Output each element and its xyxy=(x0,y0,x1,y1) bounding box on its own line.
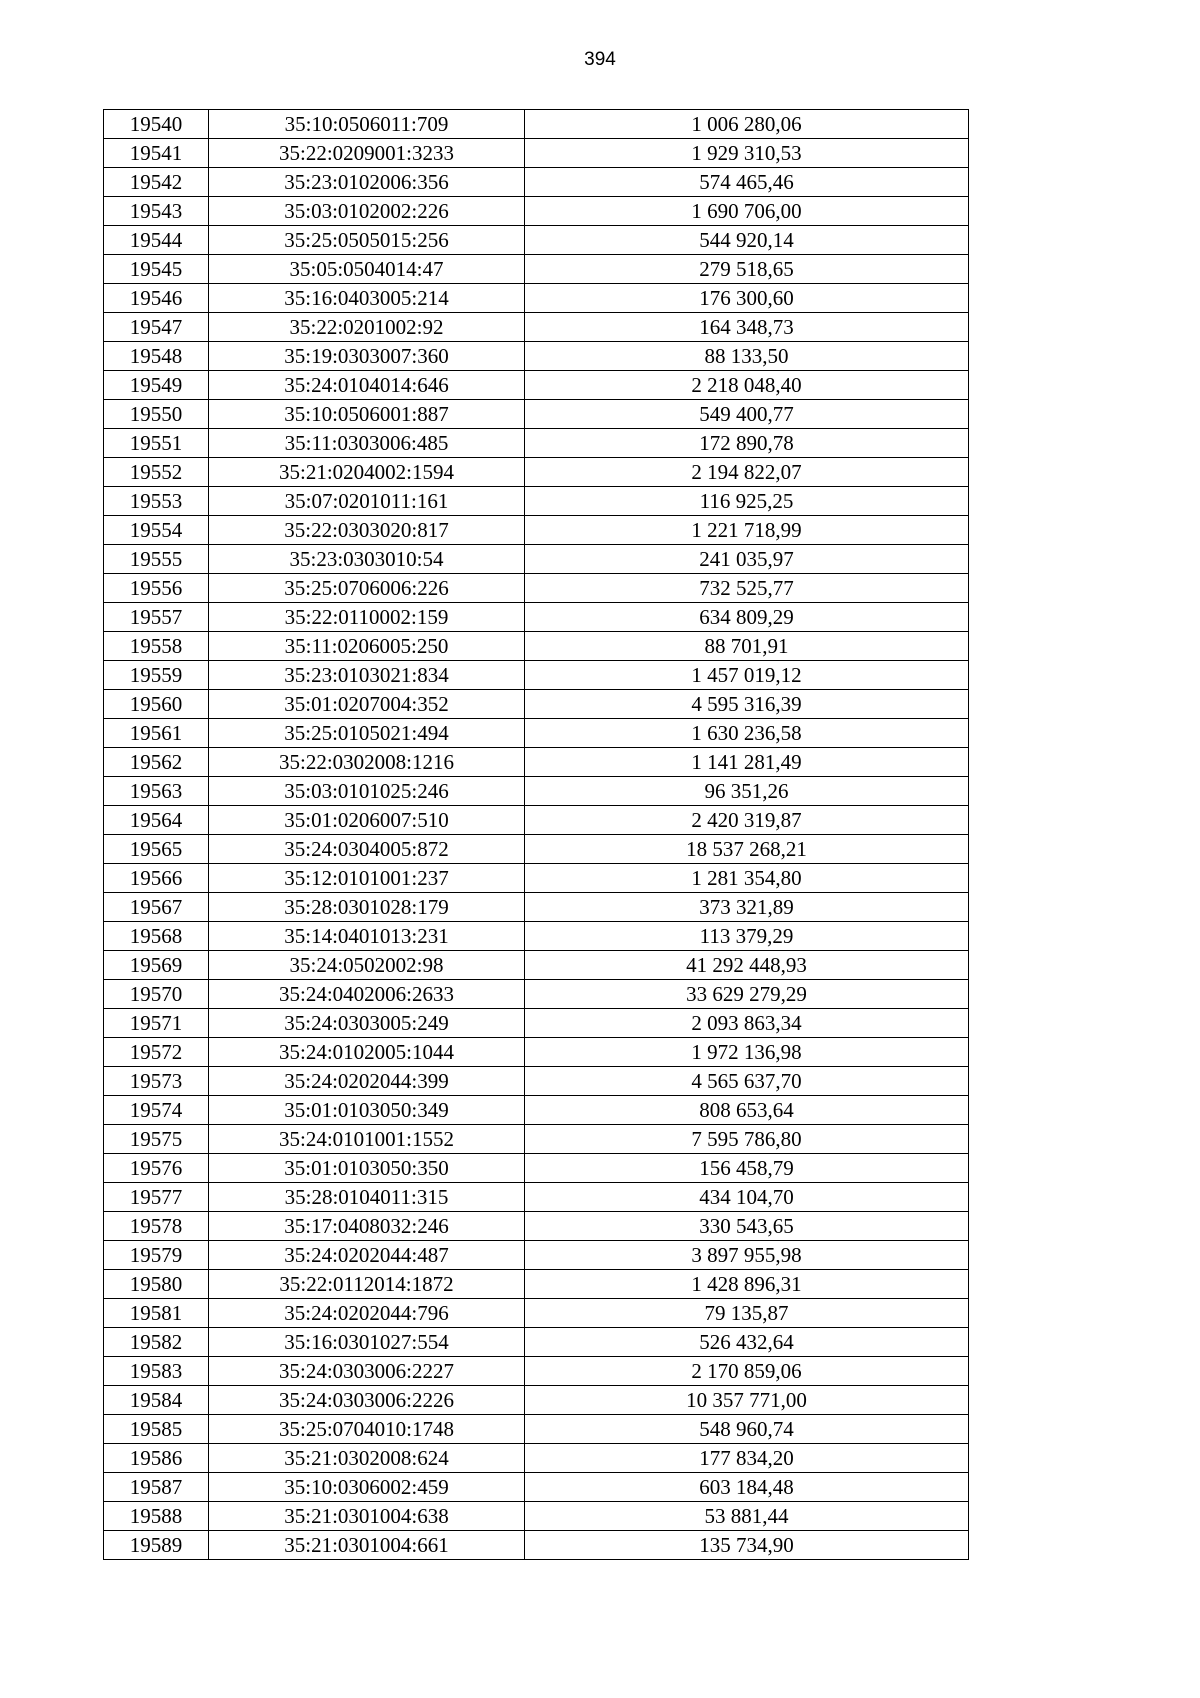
cadastral-number-cell: 35:24:0102005:1044 xyxy=(209,1038,525,1067)
table-row xyxy=(104,516,969,545)
cadastral-value-cell: 732 525,77 xyxy=(525,574,969,603)
cadastral-number-cell: 35:21:0301004:661 xyxy=(209,1531,525,1560)
row-number-cell: 19571 xyxy=(104,1009,209,1038)
row-number-cell: 19545 xyxy=(104,255,209,284)
table-row xyxy=(104,400,969,429)
table-row xyxy=(104,284,969,313)
row-number-cell: 19559 xyxy=(104,661,209,690)
cadastral-number-cell: 35:24:0502002:98 xyxy=(209,951,525,980)
row-number-cell: 19562 xyxy=(104,748,209,777)
table-row xyxy=(104,1328,969,1357)
row-number-cell: 19543 xyxy=(104,197,209,226)
cadastral-value-cell: 1 690 706,00 xyxy=(525,197,969,226)
table-row xyxy=(104,371,969,400)
row-number-cell: 19547 xyxy=(104,313,209,342)
table-row xyxy=(104,574,969,603)
row-number-cell: 19542 xyxy=(104,168,209,197)
table-row xyxy=(104,1444,969,1473)
cadastral-number-cell: 35:22:0209001:3233 xyxy=(209,139,525,168)
cadastral-number-cell: 35:24:0202044:399 xyxy=(209,1067,525,1096)
row-number-cell: 19548 xyxy=(104,342,209,371)
cadastral-number-cell: 35:23:0303010:54 xyxy=(209,545,525,574)
row-number-cell: 19567 xyxy=(104,893,209,922)
cadastral-value-cell: 164 348,73 xyxy=(525,313,969,342)
cadastral-value-cell: 603 184,48 xyxy=(525,1473,969,1502)
row-number-cell: 19560 xyxy=(104,690,209,719)
cadastral-number-cell: 35:01:0103050:350 xyxy=(209,1154,525,1183)
cadastral-number-cell: 35:07:0201011:161 xyxy=(209,487,525,516)
table-row xyxy=(104,168,969,197)
row-number-cell: 19589 xyxy=(104,1531,209,1560)
cadastral-value-cell: 1 281 354,80 xyxy=(525,864,969,893)
cadastral-number-cell: 35:10:0306002:459 xyxy=(209,1473,525,1502)
cadastral-number-cell: 35:10:0506011:709 xyxy=(209,110,525,139)
cadastral-value-cell: 33 629 279,29 xyxy=(525,980,969,1009)
table-row xyxy=(104,1154,969,1183)
cadastral-value-cell: 116 925,25 xyxy=(525,487,969,516)
cadastral-number-cell: 35:10:0506001:887 xyxy=(209,400,525,429)
cadastral-number-cell: 35:14:0401013:231 xyxy=(209,922,525,951)
cadastral-value-cell: 4 595 316,39 xyxy=(525,690,969,719)
cadastral-value-cell: 279 518,65 xyxy=(525,255,969,284)
cadastral-value-cell: 7 595 786,80 xyxy=(525,1125,969,1154)
cadastral-value-cell: 1 457 019,12 xyxy=(525,661,969,690)
cadastral-value-cell: 156 458,79 xyxy=(525,1154,969,1183)
table-row xyxy=(104,1415,969,1444)
table-row xyxy=(104,806,969,835)
cadastral-number-cell: 35:25:0505015:256 xyxy=(209,226,525,255)
cadastral-value-cell: 113 379,29 xyxy=(525,922,969,951)
cadastral-value-cell: 2 170 859,06 xyxy=(525,1357,969,1386)
row-number-cell: 19578 xyxy=(104,1212,209,1241)
cadastral-value-cell: 135 734,90 xyxy=(525,1531,969,1560)
table-row xyxy=(104,980,969,1009)
table-row xyxy=(104,255,969,284)
table-row xyxy=(104,1357,969,1386)
row-number-cell: 19563 xyxy=(104,777,209,806)
table-row xyxy=(104,951,969,980)
table-row xyxy=(104,313,969,342)
cadastral-value-cell: 1 972 136,98 xyxy=(525,1038,969,1067)
cadastral-number-cell: 35:28:0104011:315 xyxy=(209,1183,525,1212)
row-number-cell: 19569 xyxy=(104,951,209,980)
cadastral-value-cell: 330 543,65 xyxy=(525,1212,969,1241)
cadastral-number-cell: 35:01:0103050:349 xyxy=(209,1096,525,1125)
cadastral-number-cell: 35:25:0105021:494 xyxy=(209,719,525,748)
table-row xyxy=(104,487,969,516)
cadastral-value-cell: 1 006 280,06 xyxy=(525,110,969,139)
cadastral-value-cell: 2 194 822,07 xyxy=(525,458,969,487)
cadastral-number-cell: 35:21:0204002:1594 xyxy=(209,458,525,487)
cadastral-value-cell: 88 133,50 xyxy=(525,342,969,371)
row-number-cell: 19573 xyxy=(104,1067,209,1096)
cadastral-number-cell: 35:21:0302008:624 xyxy=(209,1444,525,1473)
cadastral-value-cell: 1 630 236,58 xyxy=(525,719,969,748)
row-number-cell: 19558 xyxy=(104,632,209,661)
row-number-cell: 19557 xyxy=(104,603,209,632)
cadastral-value-cell: 3 897 955,98 xyxy=(525,1241,969,1270)
row-number-cell: 19584 xyxy=(104,1386,209,1415)
page-number: 394 xyxy=(584,49,616,70)
cadastral-number-cell: 35:22:0201002:92 xyxy=(209,313,525,342)
cadastral-value-cell: 241 035,97 xyxy=(525,545,969,574)
row-number-cell: 19587 xyxy=(104,1473,209,1502)
cadastral-value-cell: 88 701,91 xyxy=(525,632,969,661)
cadastral-number-cell: 35:17:0408032:246 xyxy=(209,1212,525,1241)
cadastral-number-cell: 35:22:0110002:159 xyxy=(209,603,525,632)
row-number-cell: 19575 xyxy=(104,1125,209,1154)
cadastral-value-cell: 2 218 048,40 xyxy=(525,371,969,400)
cadastral-number-cell: 35:25:0704010:1748 xyxy=(209,1415,525,1444)
cadastral-value-table xyxy=(103,109,969,1560)
table-row xyxy=(104,1531,969,1560)
cadastral-value-cell: 10 357 771,00 xyxy=(525,1386,969,1415)
cadastral-value-cell: 177 834,20 xyxy=(525,1444,969,1473)
row-number-cell: 19551 xyxy=(104,429,209,458)
row-number-cell: 19555 xyxy=(104,545,209,574)
table-row xyxy=(104,1299,969,1328)
row-number-cell: 19582 xyxy=(104,1328,209,1357)
table-row xyxy=(104,1386,969,1415)
row-number-cell: 19577 xyxy=(104,1183,209,1212)
table-row xyxy=(104,139,969,168)
row-number-cell: 19576 xyxy=(104,1154,209,1183)
table-row xyxy=(104,429,969,458)
cadastral-number-cell: 35:28:0301028:179 xyxy=(209,893,525,922)
cadastral-number-cell: 35:24:0304005:872 xyxy=(209,835,525,864)
cadastral-number-cell: 35:16:0301027:554 xyxy=(209,1328,525,1357)
cadastral-number-cell: 35:16:0403005:214 xyxy=(209,284,525,313)
cadastral-value-cell: 1 221 718,99 xyxy=(525,516,969,545)
cadastral-value-cell: 574 465,46 xyxy=(525,168,969,197)
cadastral-value-cell: 548 960,74 xyxy=(525,1415,969,1444)
cadastral-value-cell: 634 809,29 xyxy=(525,603,969,632)
cadastral-value-cell: 53 881,44 xyxy=(525,1502,969,1531)
cadastral-number-cell: 35:22:0112014:1872 xyxy=(209,1270,525,1299)
row-number-cell: 19580 xyxy=(104,1270,209,1299)
row-number-cell: 19554 xyxy=(104,516,209,545)
row-number-cell: 19540 xyxy=(104,110,209,139)
cadastral-value-cell: 96 351,26 xyxy=(525,777,969,806)
row-number-cell: 19544 xyxy=(104,226,209,255)
row-number-cell: 19568 xyxy=(104,922,209,951)
cadastral-number-cell: 35:01:0206007:510 xyxy=(209,806,525,835)
table-row xyxy=(104,1183,969,1212)
cadastral-number-cell: 35:24:0303006:2226 xyxy=(209,1386,525,1415)
cadastral-value-cell: 4 565 637,70 xyxy=(525,1067,969,1096)
row-number-cell: 19586 xyxy=(104,1444,209,1473)
cadastral-value-cell: 544 920,14 xyxy=(525,226,969,255)
cadastral-number-cell: 35:24:0303006:2227 xyxy=(209,1357,525,1386)
table-row xyxy=(104,603,969,632)
table-row xyxy=(104,1241,969,1270)
cadastral-number-cell: 35:24:0202044:487 xyxy=(209,1241,525,1270)
table-row xyxy=(104,1067,969,1096)
cadastral-number-cell: 35:24:0101001:1552 xyxy=(209,1125,525,1154)
cadastral-value-cell: 79 135,87 xyxy=(525,1299,969,1328)
cadastral-number-cell: 35:25:0706006:226 xyxy=(209,574,525,603)
row-number-cell: 19546 xyxy=(104,284,209,313)
table-row xyxy=(104,1096,969,1125)
cadastral-value-cell: 2 420 319,87 xyxy=(525,806,969,835)
table-row xyxy=(104,226,969,255)
cadastral-number-cell: 35:23:0103021:834 xyxy=(209,661,525,690)
cadastral-number-cell: 35:24:0402006:2633 xyxy=(209,980,525,1009)
cadastral-number-cell: 35:05:0504014:47 xyxy=(209,255,525,284)
cadastral-number-cell: 35:24:0202044:796 xyxy=(209,1299,525,1328)
table-row xyxy=(104,342,969,371)
table-row xyxy=(104,1473,969,1502)
table-row xyxy=(104,719,969,748)
row-number-cell: 19579 xyxy=(104,1241,209,1270)
cadastral-value-cell: 434 104,70 xyxy=(525,1183,969,1212)
cadastral-number-cell: 35:11:0303006:485 xyxy=(209,429,525,458)
cadastral-value-cell: 1 428 896,31 xyxy=(525,1270,969,1299)
row-number-cell: 19549 xyxy=(104,371,209,400)
cadastral-number-cell: 35:24:0104014:646 xyxy=(209,371,525,400)
row-number-cell: 19561 xyxy=(104,719,209,748)
cadastral-value-cell: 808 653,64 xyxy=(525,1096,969,1125)
row-number-cell: 19588 xyxy=(104,1502,209,1531)
cadastral-number-cell: 35:21:0301004:638 xyxy=(209,1502,525,1531)
row-number-cell: 19570 xyxy=(104,980,209,1009)
table-row xyxy=(104,1212,969,1241)
table-row xyxy=(104,1270,969,1299)
row-number-cell: 19572 xyxy=(104,1038,209,1067)
table-row xyxy=(104,1038,969,1067)
cadastral-value-cell: 373 321,89 xyxy=(525,893,969,922)
table-row xyxy=(104,545,969,574)
row-number-cell: 19565 xyxy=(104,835,209,864)
table-row xyxy=(104,1009,969,1038)
table-row xyxy=(104,777,969,806)
table-row xyxy=(104,922,969,951)
row-number-cell: 19552 xyxy=(104,458,209,487)
table-row xyxy=(104,690,969,719)
table-row xyxy=(104,748,969,777)
cadastral-value-cell: 172 890,78 xyxy=(525,429,969,458)
table-row xyxy=(104,1502,969,1531)
table-body xyxy=(104,110,969,1560)
row-number-cell: 19564 xyxy=(104,806,209,835)
table-row xyxy=(104,835,969,864)
cadastral-value-cell: 1 929 310,53 xyxy=(525,139,969,168)
cadastral-number-cell: 35:03:0102002:226 xyxy=(209,197,525,226)
row-number-cell: 19553 xyxy=(104,487,209,516)
cadastral-value-cell: 2 093 863,34 xyxy=(525,1009,969,1038)
row-number-cell: 19585 xyxy=(104,1415,209,1444)
row-number-cell: 19556 xyxy=(104,574,209,603)
row-number-cell: 19566 xyxy=(104,864,209,893)
cadastral-number-cell: 35:22:0303020:817 xyxy=(209,516,525,545)
cadastral-value-cell: 526 432,64 xyxy=(525,1328,969,1357)
cadastral-number-cell: 35:22:0302008:1216 xyxy=(209,748,525,777)
table-row xyxy=(104,197,969,226)
table-row xyxy=(104,1125,969,1154)
cadastral-number-cell: 35:03:0101025:246 xyxy=(209,777,525,806)
cadastral-number-cell: 35:01:0207004:352 xyxy=(209,690,525,719)
row-number-cell: 19581 xyxy=(104,1299,209,1328)
cadastral-value-cell: 176 300,60 xyxy=(525,284,969,313)
cadastral-value-cell: 41 292 448,93 xyxy=(525,951,969,980)
cadastral-number-cell: 35:19:0303007:360 xyxy=(209,342,525,371)
cadastral-value-cell: 18 537 268,21 xyxy=(525,835,969,864)
cadastral-number-cell: 35:24:0303005:249 xyxy=(209,1009,525,1038)
row-number-cell: 19541 xyxy=(104,139,209,168)
cadastral-number-cell: 35:23:0102006:356 xyxy=(209,168,525,197)
row-number-cell: 19550 xyxy=(104,400,209,429)
table-row xyxy=(104,632,969,661)
table-row xyxy=(104,661,969,690)
cadastral-number-cell: 35:12:0101001:237 xyxy=(209,864,525,893)
table-row xyxy=(104,864,969,893)
table-row xyxy=(104,110,969,139)
row-number-cell: 19574 xyxy=(104,1096,209,1125)
cadastral-number-cell: 35:11:0206005:250 xyxy=(209,632,525,661)
table-row xyxy=(104,458,969,487)
cadastral-value-cell: 549 400,77 xyxy=(525,400,969,429)
cadastral-value-cell: 1 141 281,49 xyxy=(525,748,969,777)
table-row xyxy=(104,893,969,922)
row-number-cell: 19583 xyxy=(104,1357,209,1386)
